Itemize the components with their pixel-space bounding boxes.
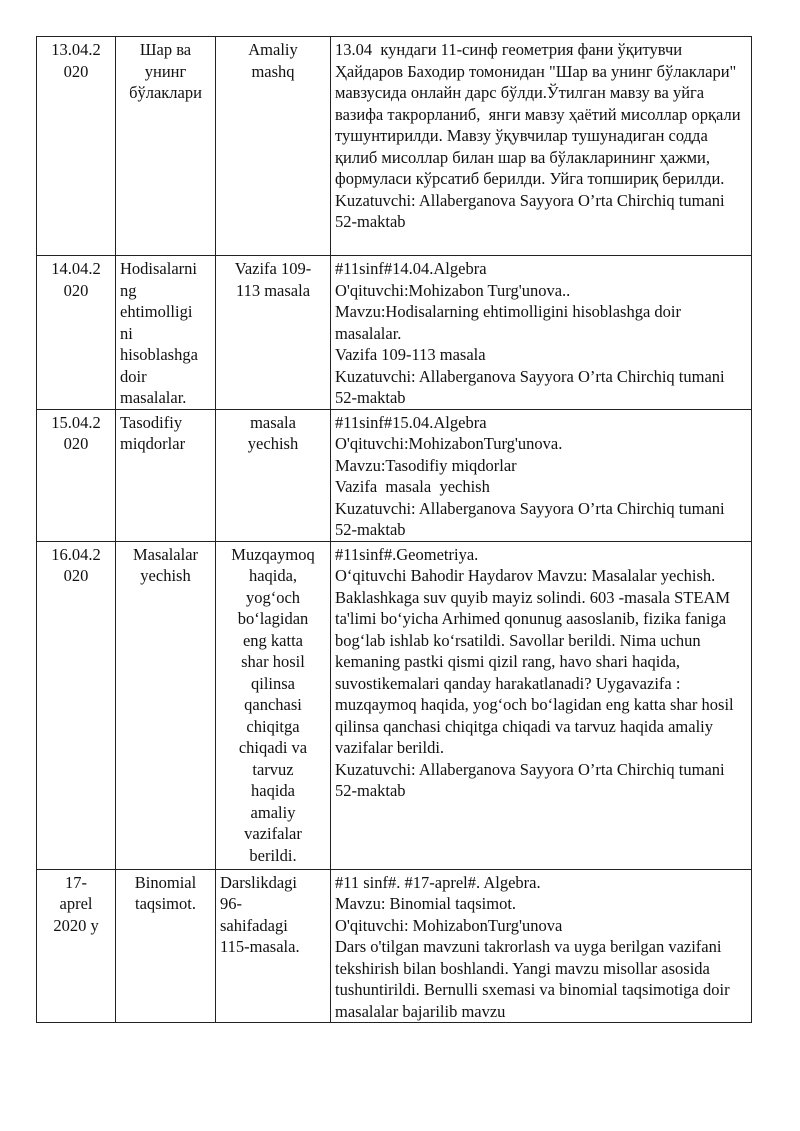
description-line: O'qituvchi: MohizabonTurg'unova — [335, 915, 563, 935]
topic-text: Binomial taqsimot. — [134, 872, 197, 913]
observer-line: Kuzatuvchi: Allaberganova Sayyora O’rta Chirchiq tumani 52-maktab — [335, 190, 729, 231]
date-cell — [37, 409, 116, 541]
description-cell — [331, 869, 752, 1023]
description-line: O'qituvchi:Mohizabon Turg'unova.. — [335, 280, 571, 300]
task-text: masala yechish — [247, 412, 299, 453]
table-row — [37, 256, 752, 410]
description-line: #11sinf#14.04.Algebra — [335, 259, 487, 278]
description-paragraph: Dars o'tilgan mavzuni takrorlash va uyga berilgan vazifani tekshirish bilan boshlandi. Yangi mavzu misollar asosida tushuntirildi. Bernulli sxemasi va binomial taqsimotiga doir masalalar bajarilib mavzu — [335, 937, 734, 1021]
description-line: Mavzu:Tasodifiy miqdorlar — [335, 455, 517, 475]
observer-line: Kuzatuvchi: Allaberganova Sayyora O’rta Chirchiq tumani 52-maktab — [335, 498, 729, 539]
description-line: Mavzu:Hodisalarning ehtimolligini hisoblashga doir masalalar. — [335, 302, 686, 343]
description-cell — [331, 37, 752, 256]
table-row — [37, 409, 752, 541]
description-cell — [331, 409, 752, 541]
description-line: O'qituvchi:MohizabonTurg'unova. — [335, 434, 563, 453]
description-line: Mavzu: Binomial taqsimot. — [335, 894, 517, 913]
topic-cell — [116, 37, 216, 256]
topic-text: Шар ва унинг бўлаклари — [129, 40, 202, 102]
task-cell — [216, 256, 331, 410]
description-line: Vazifa 109-113 masala — [335, 345, 486, 364]
date-cell — [37, 541, 116, 869]
task-text: Muzqaymoq haqida, yog‘och bo‘lagidan eng katta shar hosil qilinsa qanchasi chiqitga chiqadi va tarvuz haqida amaliy vazifalar berildi. — [231, 544, 315, 865]
task-cell — [216, 409, 331, 541]
description-line: #11sinf#.Geometriya. — [335, 544, 479, 564]
date-text: 13.04.2 020 — [51, 40, 101, 81]
date-cell — [37, 256, 116, 410]
table-row — [37, 37, 752, 256]
observer-line: Kuzatuvchi: Allaberganova Sayyora O’rta Chirchiq tumani 52-maktab — [335, 759, 729, 800]
task-text: Vazifa 109- 113 masala — [234, 259, 312, 300]
observer-line: Kuzatuvchi: Allaberganova Sayyora O’rta Chirchiq tumani 52-maktab — [335, 366, 729, 407]
date-text: 15.04.2 020 — [51, 412, 101, 453]
table-row — [37, 541, 752, 869]
task-cell — [216, 37, 331, 256]
task-text: Amaliy mashq — [248, 40, 298, 81]
date-text: 17- aprel 2020 y — [53, 872, 99, 935]
topic-text: Hodisalarni ng ehtimolligi ni hisoblashga doir masalalar. — [120, 259, 198, 407]
topic-cell — [116, 409, 216, 541]
topic-text: Tasodifiy miqdorlar — [120, 412, 186, 453]
description-line: #11sinf#15.04.Algebra — [335, 412, 487, 432]
description-line: #11 sinf#. #17-aprel#. Algebra. — [335, 872, 541, 892]
task-cell — [216, 869, 331, 1023]
description-cell — [331, 541, 752, 869]
topic-cell — [116, 869, 216, 1023]
description-cell — [331, 256, 752, 410]
task-text: Darslikdagi 96- sahifadagi 115-masala. — [220, 872, 300, 956]
description-line: Vazifa masala yechish — [335, 477, 490, 496]
topic-cell — [116, 256, 216, 410]
description-paragraph: O‘qituvchi Bahodir Haydarov Mavzu: Masalalar yechish. Baklashkaga suv quyib mayiz solindi. 603 -masala STEAM ta'limi bo‘yicha Arhimed qonunug aasoslanib, fizika faniga bog‘lab ishlab ko‘rsatildi. Savollar berildi. Nima uchun kemaning pastki qismi qizil rang, havo shari haqida, suvostikemalari qanday harakatlanadi? Uygavazifa : muzqaymoq haqida, yog‘och bo‘lagidan eng katta shar hosil qilinsa qanchasi chiqitga chiqadi va tarvuz haqida amaliy vazifalar berildi. — [335, 566, 738, 757]
task-cell — [216, 541, 331, 869]
date-text: 16.04.2 020 — [51, 544, 101, 585]
date-text: 14.04.2 020 — [51, 259, 101, 300]
topic-cell — [116, 541, 216, 869]
description-paragraph: 13.04 кундаги 11-синф геометрия фани ўқитувчи Ҳайдаров Баходир томонидан "Шар ва унинг бўлаклари" мавзусида онлайн дарс бўлди.Ўтилган мавзу ва уйга вазифа такрорланиб, янги мавзу ҳаётий мисоллар орқали тушунтирилди. Мавзу ўқувчилар тушунадиган содда қилиб мисоллар билан шар ва бўлакларининг ҳажми, формуласи кўрсатиб берилди. Уйга топшириқ берилди. — [335, 40, 745, 188]
topic-text: Masalalar yechish — [132, 544, 199, 585]
date-cell — [37, 869, 116, 1023]
lesson-log-table — [36, 36, 752, 1023]
date-cell — [37, 37, 116, 256]
table-row — [37, 869, 752, 1023]
